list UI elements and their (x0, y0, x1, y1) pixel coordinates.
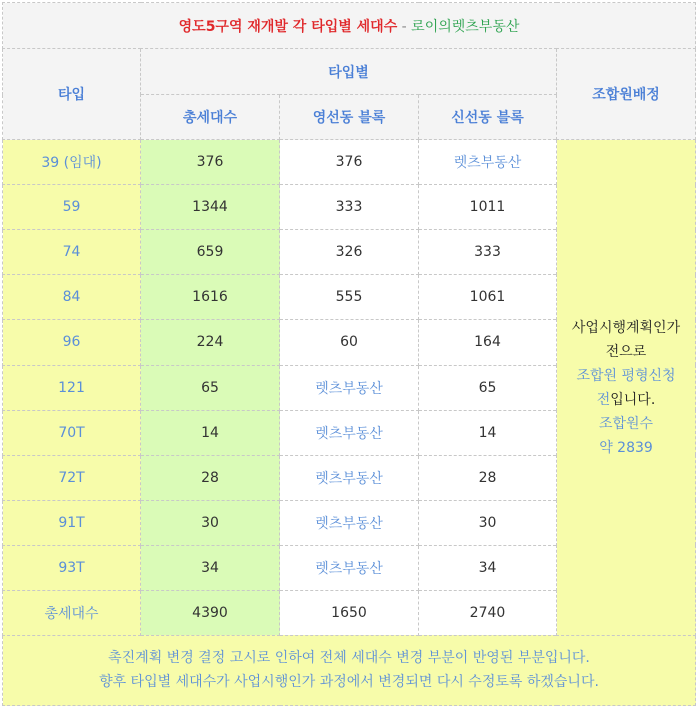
total-households-cell: 224 (141, 320, 280, 365)
union-note-line5: 조합원수 (598, 415, 654, 432)
type-cell: 84 (3, 275, 141, 320)
sinseon-cell: 28 (419, 455, 557, 500)
union-note-line1: 사업시행계획인가 (571, 319, 681, 336)
total-households-cell: 376 (141, 140, 280, 185)
sinseon-cell: 333 (419, 230, 557, 275)
sinseon-cell: 30 (419, 500, 557, 545)
type-cell: 72T (3, 455, 141, 500)
type-cell: 121 (3, 365, 141, 410)
type-cell: 59 (3, 185, 141, 230)
union-note-line4a: 전 (596, 391, 611, 408)
type-cell: 총세대수 (3, 590, 141, 635)
yeongseon-cell: 렛츠부동산 (280, 455, 419, 500)
total-households-cell: 28 (141, 455, 280, 500)
sinseon-cell: 65 (419, 365, 557, 410)
total-households-cell: 1616 (141, 275, 280, 320)
header-yeongseon-block: 영선동 블록 (280, 95, 419, 140)
union-note-line3: 조합원 평형신청 (576, 367, 676, 384)
yeongseon-cell: 렛츠부동산 (280, 545, 419, 590)
header-type: 타입 (3, 49, 141, 140)
header-sinseon-block: 신선동 블록 (419, 95, 557, 140)
header-by-type: 타입별 (141, 49, 557, 95)
yeongseon-cell: 1650 (280, 590, 419, 635)
union-note-line4b: 입니다. (610, 391, 656, 408)
sinseon-cell: 164 (419, 320, 557, 365)
header-total-households: 총세대수 (141, 95, 280, 140)
footer-note (3, 635, 696, 705)
type-cell: 91T (3, 500, 141, 545)
type-cell: 70T (3, 410, 141, 455)
yeongseon-cell: 렛츠부동산 (280, 365, 419, 410)
sinseon-cell: 렛츠부동산 (419, 140, 557, 185)
table-row (3, 140, 696, 185)
total-households-cell: 14 (141, 410, 280, 455)
union-allocation-note (557, 140, 696, 636)
total-households-cell: 30 (141, 500, 280, 545)
sinseon-cell: 14 (419, 410, 557, 455)
total-households-cell: 4390 (141, 590, 280, 635)
total-households-cell: 34 (141, 545, 280, 590)
sinseon-cell: 1011 (419, 185, 557, 230)
yeongseon-cell: 326 (280, 230, 419, 275)
union-note-line6: 약 2839 (599, 439, 653, 456)
title-separator: - (397, 18, 412, 35)
yeongseon-cell: 60 (280, 320, 419, 365)
sinseon-cell: 1061 (419, 275, 557, 320)
header-union-allocation: 조합원배정 (557, 49, 696, 140)
yeongseon-cell: 555 (280, 275, 419, 320)
yeongseon-cell: 376 (280, 140, 419, 185)
total-households-cell: 1344 (141, 185, 280, 230)
yeongseon-cell: 렛츠부동산 (280, 500, 419, 545)
footer-note-line1: 촉진계획 변경 결정 고시로 인하여 전체 세대수 변경 부분이 반영된 부분입니다. (108, 650, 590, 667)
sinseon-cell: 2740 (419, 590, 557, 635)
yeongseon-cell: 333 (280, 185, 419, 230)
title-main: 영도5구역 재개발 각 타입별 세대수 (178, 18, 398, 35)
type-cell: 39 (임대) (3, 140, 141, 185)
type-cell: 93T (3, 545, 141, 590)
footer-note-line2: 향후 타입별 세대수가 사업시행인가 과정에서 변경되면 다시 수정토록 하겠습니다. (99, 674, 599, 691)
household-table (2, 2, 696, 706)
yeongseon-cell: 렛츠부동산 (280, 410, 419, 455)
union-note-line2: 전으로 (605, 343, 647, 360)
total-households-cell: 65 (141, 365, 280, 410)
title-source: 로이의렛츠부동산 (411, 18, 520, 35)
type-cell: 96 (3, 320, 141, 365)
type-cell: 74 (3, 230, 141, 275)
sinseon-cell: 34 (419, 545, 557, 590)
total-households-cell: 659 (141, 230, 280, 275)
table-title (3, 3, 696, 49)
